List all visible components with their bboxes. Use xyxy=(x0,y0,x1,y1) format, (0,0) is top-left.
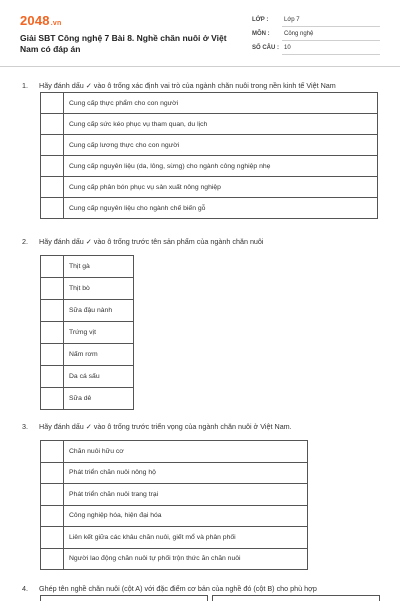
checkbox-cell[interactable] xyxy=(41,548,64,570)
option-text: Cung cấp sức kéo phục vụ tham quan, du lịch xyxy=(64,114,378,135)
meta-subject-value: Công nghệ xyxy=(284,31,314,37)
table-row xyxy=(41,114,378,135)
option-text: Cung cấp nguyên liệu cho ngành chế biến gỗ xyxy=(64,198,378,219)
option-text: Nấm rơm xyxy=(64,344,134,366)
option-text: Cung cấp nguyên liệu (da, lông, sừng) cho ngành công nghiệp nhẹ xyxy=(64,156,378,177)
table-row xyxy=(41,548,308,570)
table-row xyxy=(41,256,134,278)
header-divider xyxy=(0,66,400,67)
option-text: Cung cấp lương thực cho con người xyxy=(64,135,378,156)
checkbox-cell[interactable] xyxy=(41,198,64,219)
checkbox-cell[interactable] xyxy=(41,177,64,198)
table-row xyxy=(41,366,134,388)
table-row xyxy=(41,300,134,322)
logo-text: 2048 xyxy=(20,13,50,28)
option-text: Da cá sấu xyxy=(64,366,134,388)
checkbox-cell[interactable] xyxy=(41,114,64,135)
question-number: 3. xyxy=(22,422,28,431)
table-row xyxy=(41,135,378,156)
meta-count-label: SỐ CÂU : xyxy=(252,45,279,51)
table-row xyxy=(41,278,134,300)
question-text: Hãy đánh dấu ✓ vào ô trống xác định vai trò của ngành chăn nuôi trong nền kinh tế Việt Nam xyxy=(39,81,336,90)
meta-class-value: Lớp 7 xyxy=(284,17,300,23)
meta-class-label: LỚP : xyxy=(252,17,269,23)
meta-class-underline xyxy=(282,26,380,27)
option-text: Thịt gà xyxy=(64,256,134,278)
question-3-options-table xyxy=(40,440,308,570)
question-2-options-table xyxy=(40,255,134,410)
question-number: 1. xyxy=(22,81,28,90)
checkbox-cell[interactable] xyxy=(41,505,64,527)
meta-count-value: 10 xyxy=(284,45,291,51)
question-text: Hãy đánh dấu ✓ vào ô trống trước triển vọng của ngành chăn nuôi ở Việt Nam. xyxy=(39,422,292,431)
meta-count-underline xyxy=(282,54,380,55)
option-text: Phát triển chăn nuôi trang trại xyxy=(64,484,308,506)
option-text: Cung cấp thực phẩm cho con người xyxy=(64,93,378,114)
checkbox-cell[interactable] xyxy=(41,135,64,156)
checkbox-cell[interactable] xyxy=(41,388,64,410)
checkbox-cell[interactable] xyxy=(41,256,64,278)
table-row xyxy=(41,462,308,484)
meta-subject-label: MÔN : xyxy=(252,31,270,37)
question-1-options-table xyxy=(40,92,378,219)
option-text: Liên kết giữa các khâu chăn nuôi, giết mổ và phân phối xyxy=(64,527,308,549)
option-text: Thịt bò xyxy=(64,278,134,300)
option-text: Chăn nuôi hữu cơ xyxy=(64,441,308,463)
checkbox-cell[interactable] xyxy=(41,156,64,177)
option-text: Phát triển chăn nuôi nông hộ xyxy=(64,462,308,484)
checkbox-cell[interactable] xyxy=(41,527,64,549)
table-row xyxy=(41,505,308,527)
table-row xyxy=(41,484,308,506)
question-text: Hãy đánh dấu ✓ vào ô trống trước tên sản phẩm của ngành chăn nuôi xyxy=(39,237,264,246)
option-text: Sữa dê xyxy=(64,388,134,410)
table-row xyxy=(41,441,308,463)
page-header xyxy=(0,0,400,72)
table-row xyxy=(41,344,134,366)
table-row xyxy=(41,177,378,198)
question-number: 4. xyxy=(22,584,28,593)
option-text: Cung cấp phân bón phục vụ sản xuất nông nghiệp xyxy=(64,177,378,198)
meta-subject-underline xyxy=(282,40,380,41)
column-b-table-top xyxy=(212,595,380,601)
option-text: Công nghiệp hóa, hiện đại hóa xyxy=(64,505,308,527)
table-row xyxy=(41,322,134,344)
table-row xyxy=(41,93,378,114)
table-row xyxy=(41,198,378,219)
logo-suffix: .vn xyxy=(50,20,62,27)
site-logo[interactable] xyxy=(20,13,61,28)
option-text: Trứng vịt xyxy=(64,322,134,344)
checkbox-cell[interactable] xyxy=(41,441,64,463)
question-text: Ghép tên nghề chăn nuôi (cột A) với đặc điểm cơ bản của nghề đó (cột B) cho phù hợp xyxy=(39,584,317,593)
document-title: Giải SBT Công nghệ 7 Bài 8. Nghề chăn nuôi ở Việt Nam có đáp án xyxy=(20,33,227,54)
option-text: Sữa đậu nành xyxy=(64,300,134,322)
checkbox-cell[interactable] xyxy=(41,300,64,322)
checkbox-cell[interactable] xyxy=(41,93,64,114)
table-row xyxy=(41,527,308,549)
checkbox-cell[interactable] xyxy=(41,462,64,484)
question-number: 2. xyxy=(22,237,28,246)
checkbox-cell[interactable] xyxy=(41,484,64,506)
column-a-table-top xyxy=(40,595,208,601)
table-row xyxy=(41,156,378,177)
option-text: Người lao động chăn nuôi tự phối trộn thức ăn chăn nuôi xyxy=(64,548,308,570)
checkbox-cell[interactable] xyxy=(41,344,64,366)
checkbox-cell[interactable] xyxy=(41,322,64,344)
table-row xyxy=(41,388,134,410)
checkbox-cell[interactable] xyxy=(41,366,64,388)
checkbox-cell[interactable] xyxy=(41,278,64,300)
